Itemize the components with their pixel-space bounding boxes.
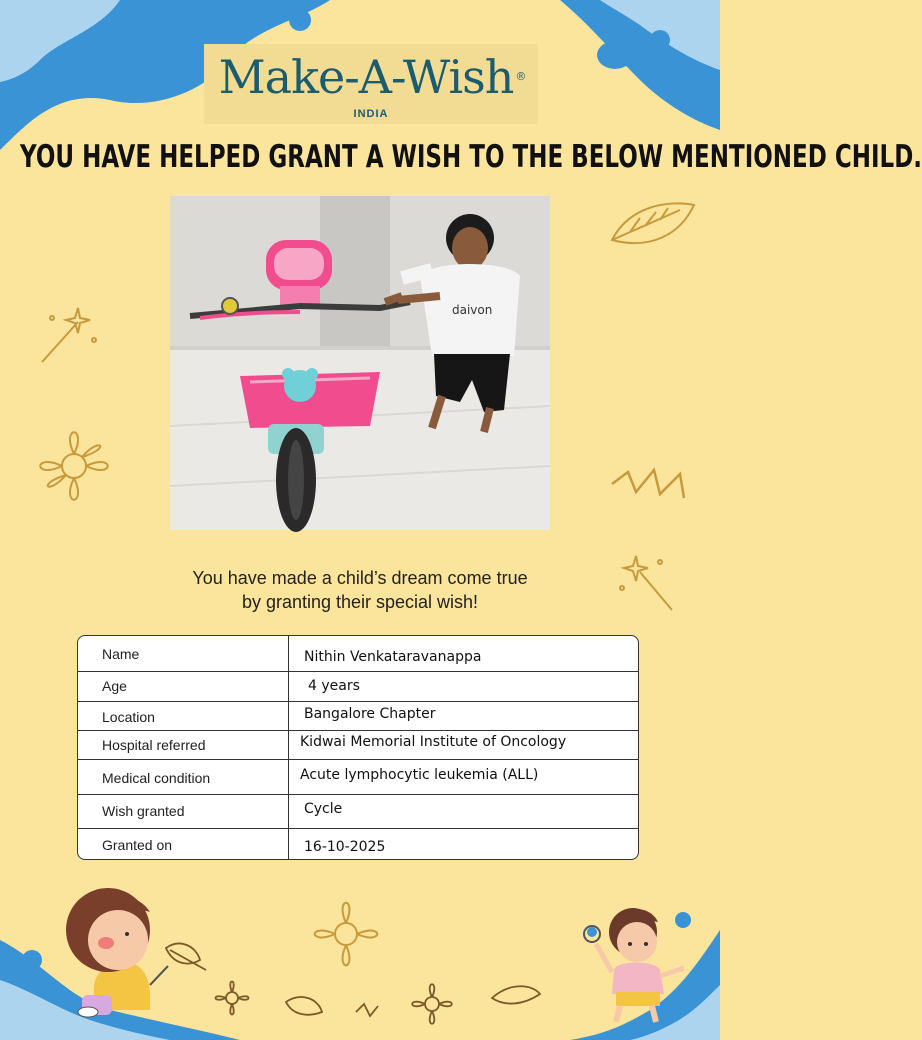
dot xyxy=(597,41,633,69)
row-value: 16-10-2025 xyxy=(304,839,386,855)
flower-icon xyxy=(40,432,108,500)
thank-you-message xyxy=(60,566,660,614)
row-value: Bangalore Chapter xyxy=(304,706,436,722)
row-label: Location xyxy=(102,709,155,725)
table-row xyxy=(78,636,638,671)
logo-region: INDIA xyxy=(353,108,389,120)
dot xyxy=(587,927,597,937)
message-line-2: by granting their special wish! xyxy=(241,592,479,612)
zigzag-icon xyxy=(356,1004,378,1016)
wish-details-table xyxy=(77,635,639,860)
row-label: Name xyxy=(102,646,140,662)
child-photo xyxy=(170,196,550,530)
row-value: Nithin Venkataravanappa xyxy=(304,649,482,665)
table-row xyxy=(78,794,638,828)
table-row xyxy=(78,671,638,701)
photo-illustration xyxy=(170,196,550,530)
row-label: Hospital referred xyxy=(102,737,206,753)
logo-registered-mark: ® xyxy=(515,70,526,83)
dot xyxy=(289,9,311,31)
headline: YOU HAVE HELPED GRANT A WISH TO THE BELOW MENTIONED CHILD. xyxy=(20,140,922,176)
leaf-icon xyxy=(286,997,322,1015)
dot xyxy=(675,912,691,928)
flower-icon xyxy=(216,982,249,1015)
magic-wand-icon xyxy=(42,308,96,362)
table-row xyxy=(78,828,638,861)
leaf-icon xyxy=(166,944,206,970)
row-value: Cycle xyxy=(304,801,343,817)
zigzag-icon xyxy=(612,470,684,498)
row-value: Acute lymphocytic leukemia (ALL) xyxy=(300,767,539,783)
row-label: Wish granted xyxy=(102,803,185,819)
row-value: Kidwai Memorial Institute of Oncology xyxy=(300,734,567,750)
dot xyxy=(14,77,42,97)
row-label: Medical condition xyxy=(102,770,211,786)
column-divider xyxy=(288,636,289,859)
leaf-icon xyxy=(612,203,694,243)
leaf-icon xyxy=(492,986,540,1003)
flower-icon xyxy=(412,984,452,1024)
table-row xyxy=(78,701,638,730)
row-value: 4 years xyxy=(308,678,360,694)
dot xyxy=(650,30,670,50)
row-label: Age xyxy=(102,678,127,694)
message-line-1: You have made a child’s dream come true xyxy=(192,568,528,588)
shirt-print: daivon xyxy=(452,303,493,317)
table-row xyxy=(78,730,638,759)
flower-icon xyxy=(315,903,378,966)
row-label: Granted on xyxy=(102,837,173,853)
logo-name: Make-A-Wish xyxy=(218,50,514,104)
table-row xyxy=(78,759,638,794)
make-a-wish-logo xyxy=(204,44,538,124)
